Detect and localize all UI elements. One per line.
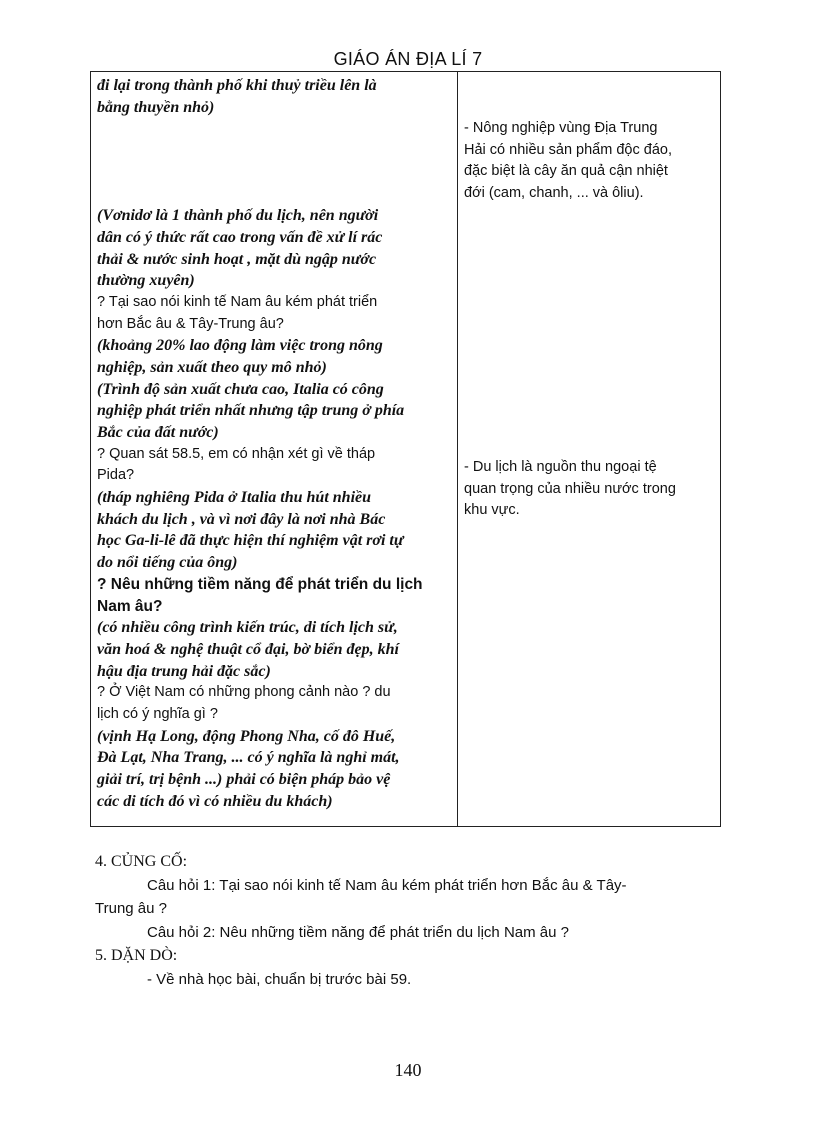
- blank-line: [97, 118, 449, 140]
- lesson-table: [90, 71, 721, 827]
- note-line: đới (cam, chanh, ... và ôliu).: [464, 185, 644, 202]
- table-line: ? Nêu những tiềm năng để phát triển du lịch: [97, 575, 423, 593]
- table-line: học Ga-li-lê đã thực hiện thí nghiệm vật rơi tự: [97, 532, 404, 550]
- table-line: thường xuyên): [97, 272, 195, 290]
- blank-line: [97, 162, 449, 184]
- review-question-1-line-2: Trung âu ?: [95, 900, 167, 917]
- table-line: hơn Bắc âu & Tây-Trung âu?: [97, 315, 284, 332]
- table-line: dân có ý thức rất cao trong vấn đề xử lí rác: [97, 228, 383, 246]
- table-line: các di tích đó vì có nhiều du khách): [97, 792, 333, 810]
- table-line: (vịnh Hạ Long, động Phong Nha, cố đô Huế,: [97, 727, 396, 745]
- note-line: Hải có nhiều sản phẩm độc đáo,: [464, 141, 672, 158]
- table-line: Đà Lạt, Nha Trang, ... có ý nghĩa là nghỉ mát,: [97, 749, 400, 767]
- content-note-tourism: [464, 457, 720, 522]
- blank-line: [97, 183, 449, 205]
- table-line: văn hoá & nghệ thuật cổ đại, bờ biển đẹp, khí: [97, 640, 399, 658]
- table-line: khách du lịch , và vì nơi đây là nơi nhà Bác: [97, 510, 386, 528]
- note-line: quan trọng của nhiều nước trong: [464, 480, 676, 497]
- table-line: (Vơnidơ là 1 thành phố du lịch, nên người: [97, 207, 379, 225]
- page-header: GIÁO ÁN ĐỊA LÍ 7: [333, 49, 483, 69]
- table-line: (khoảng 20% lao động làm việc trong nông: [97, 337, 383, 355]
- content-note-agriculture: [464, 118, 720, 205]
- table-line: hậu địa trung hải đặc sắc): [97, 662, 271, 680]
- note-line: đặc biệt là cây ăn quả cận nhiệt: [464, 163, 668, 180]
- table-line: lịch có ý nghĩa gì ?: [97, 705, 218, 722]
- table-line: Nam âu?: [97, 597, 163, 615]
- table-line: ? Tại sao nói kinh tế Nam âu kém phát triển: [97, 293, 378, 310]
- table-line: ? Quan sát 58.5, em có nhận xét gì về tháp: [97, 445, 376, 462]
- note-line: - Du lịch là nguồn thu ngoại tệ: [464, 459, 657, 475]
- page-number: 140: [394, 1060, 422, 1080]
- table-line: (có nhiều công trình kiến trúc, di tích lịch sử,: [97, 619, 398, 637]
- table-line: nghiệp phát triển nhất nhưng tập trung ở phía: [97, 402, 405, 420]
- table-line: đi lại trong thành phố khi thuỷ triều lên là: [97, 77, 377, 94]
- lesson-footer-sections: [95, 850, 735, 991]
- table-line: bằng thuyền nhỏ): [97, 98, 215, 116]
- table-line: do nổi tiếng của ông): [97, 554, 238, 572]
- table-line: Pida?: [97, 467, 135, 484]
- column-divider: [457, 72, 458, 826]
- table-line: giải trí, trị bệnh ...) phải có biện pháp bảo vệ: [97, 771, 391, 788]
- section-4-heading: 4. CỦNG CỐ:: [95, 853, 188, 870]
- review-question-2: Câu hỏi 2: Nêu những tiềm năng để phát triển du lịch Nam âu ?: [147, 923, 569, 941]
- table-line: Bắc của đất nước): [97, 424, 219, 441]
- table-line: (tháp nghiêng Pida ở Italia thu hút nhiều: [97, 489, 372, 507]
- note-line: - Nông nghiệp vùng Địa Trung: [464, 120, 658, 136]
- table-line: thải & nước sinh hoạt , mặt dù ngập nước: [97, 250, 377, 268]
- table-line: ? Ở Việt Nam có những phong cảnh nào ? du: [97, 684, 391, 701]
- note-line: khu vực.: [464, 502, 520, 519]
- teacher-activity-column: [97, 75, 449, 812]
- table-line: nghiệp, sản xuất theo quy mô nhỏ): [97, 358, 327, 376]
- review-question-1-line-1: Câu hỏi 1: Tại sao nói kinh tế Nam âu kém phát triển hơn Bắc âu & Tây-: [147, 876, 627, 894]
- section-5-heading: 5. DẶN DÒ:: [95, 947, 178, 964]
- table-line: (Trình độ sản xuất chưa cao, Italia có công: [97, 380, 384, 398]
- homework-item: - Về nhà học bài, chuẩn bị trước bài 59.: [147, 970, 412, 988]
- blank-line: [97, 140, 449, 162]
